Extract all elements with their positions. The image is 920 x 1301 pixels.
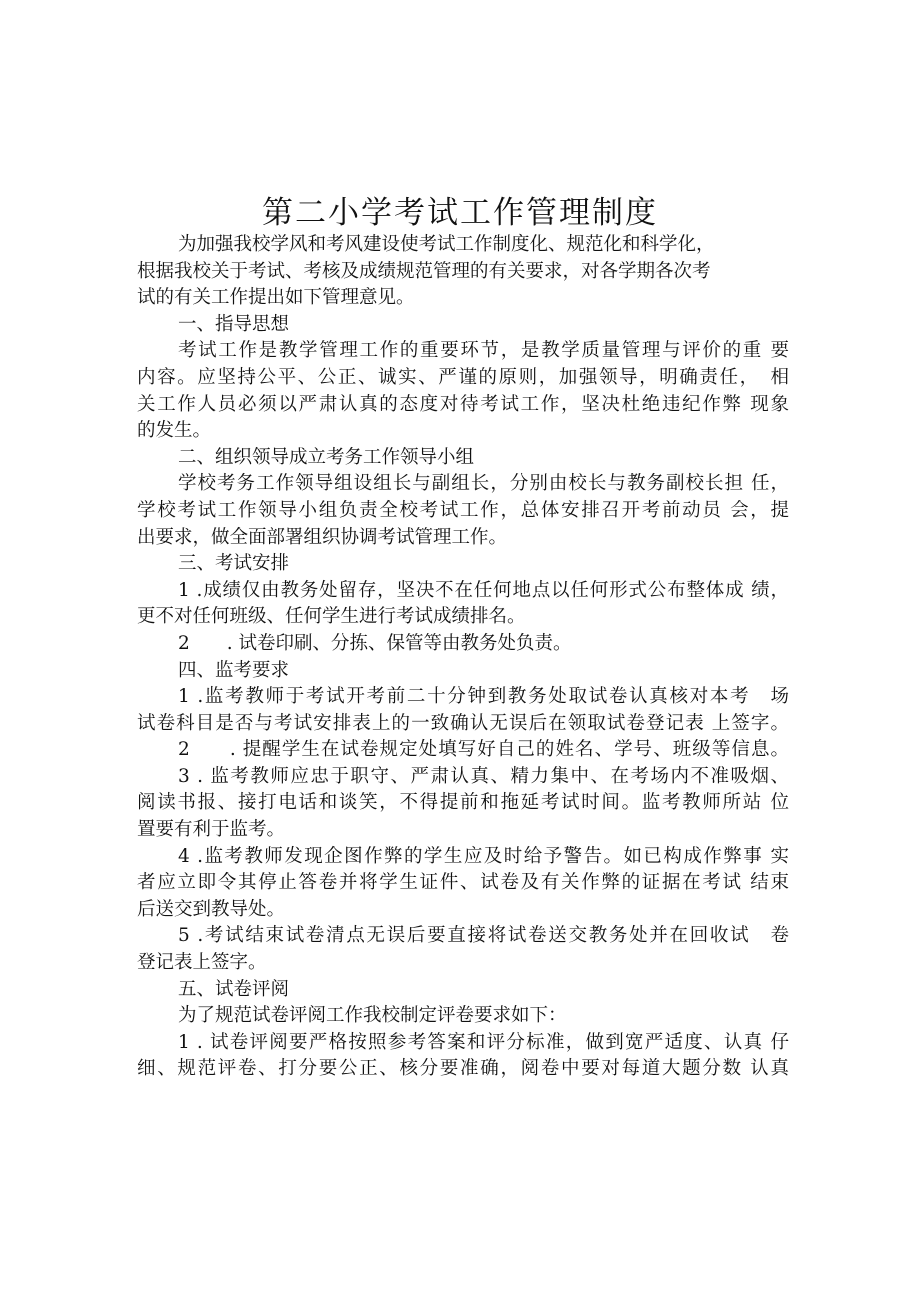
paragraph-line: 1 . 试卷评阅要严格按照参考答案和评分标准，做到宽严适度、认真 仔 [178, 1031, 789, 1053]
paragraph-line: 考试工作是教学管理工作的重要环节，是教学质量管理与评价的重 要 [178, 340, 789, 362]
paragraph-line: 1 .监考教师于考试开考前二十分钟到教务处取试卷认真核对本考 场 [178, 686, 789, 708]
paragraph-line: 3 . 监考教师应忠于职守、严肃认真、精力集中、在考场内不准吸烟、 [178, 765, 789, 787]
section-heading: 二、组织领导成立考务工作领导小组 [178, 446, 475, 468]
paragraph-line: 学校考务工作领导组设组长与副组长，分别由校长与教务副校长担 任， [178, 473, 789, 495]
paragraph-line: 1 .成绩仅由教务处留存，坚决不在任何地点以任何形式公布整体成 绩， [178, 579, 789, 601]
paragraph-line: 为加强我校学风和考风建设使考试工作制度化、规范化和科学化， [178, 234, 715, 255]
section-heading: 五、试卷评阅 [178, 978, 290, 1000]
document-title: 第二小学考试工作管理制度 [262, 194, 658, 231]
paragraph-line: 者应立即令其停止答卷并将学生证件、试卷及有关作弊的证据在考试 结束 [137, 872, 789, 894]
paragraph-line: 试的有关工作提出如下管理意见。 [137, 287, 415, 309]
paragraph-line: 的发生。 [137, 420, 212, 442]
paragraph-line: 学校考试工作领导小组负责全校考试工作，总体安排召开考前动员 会，提 [137, 499, 789, 521]
paragraph-line: 出要求，做全面部署组织协调考试管理工作。 [137, 526, 508, 548]
paragraph-line: 关工作人员必须以严肃认真的态度对待考试工作，坚决杜绝违纪作弊 现象 [137, 393, 789, 415]
paragraph-line: 阅读书报、接打电话和谈笑，不得提前和拖延考试时间。监考教师所站 位 [137, 792, 789, 814]
document-body [137, 232, 789, 1083]
paragraph-line: 5 .考试结束试卷清点无误后要直接将试卷送交教务处并在回收试 卷 [178, 925, 789, 947]
paragraph-line: 根据我校关于考试、考核及成绩规范管理的有关要求，对各学期各次考 [137, 260, 711, 282]
paragraph-line: 登记表上签字。 [137, 952, 267, 974]
paragraph-line: 置要有利于监考。 [137, 819, 286, 841]
paragraph-line: 4 .监考教师发现企图作弊的学生应及时给予警告。如已构成作弊事 实 [178, 845, 789, 867]
section-heading: 一、指导思想 [178, 313, 290, 335]
paragraph-line: 为了规范试卷评阅工作我校制定评卷要求如下： [178, 1005, 567, 1027]
section-heading: 四、监考要求 [178, 659, 290, 681]
paragraph-line: 内容。应坚持公平、公正、诚实、严谨的原则，加强领导，明确责任， 相 [137, 366, 789, 388]
paragraph-line: 试卷科目是否与考试安排表上的一致确认无误后在领取试卷登记表 上签字。 [137, 712, 789, 734]
paragraph-line: 2 . 试卷印刷、分拣、保管等由教务处负责。 [178, 632, 572, 654]
paragraph-line: 细、规范评卷、打分要公正、核分要准确，阅卷中要对每道大题分数 认真 [137, 1058, 789, 1080]
section-heading: 三、考试安排 [178, 553, 290, 575]
paragraph-line: 2 . 提醒学生在试卷规定处填写好自己的姓名、学号、班级等信息。 [178, 739, 789, 761]
paragraph-line: 更不对任何班级、任何学生进行考试成绩排名。 [137, 606, 526, 628]
paragraph-line: 后送交到教导处。 [137, 898, 286, 920]
